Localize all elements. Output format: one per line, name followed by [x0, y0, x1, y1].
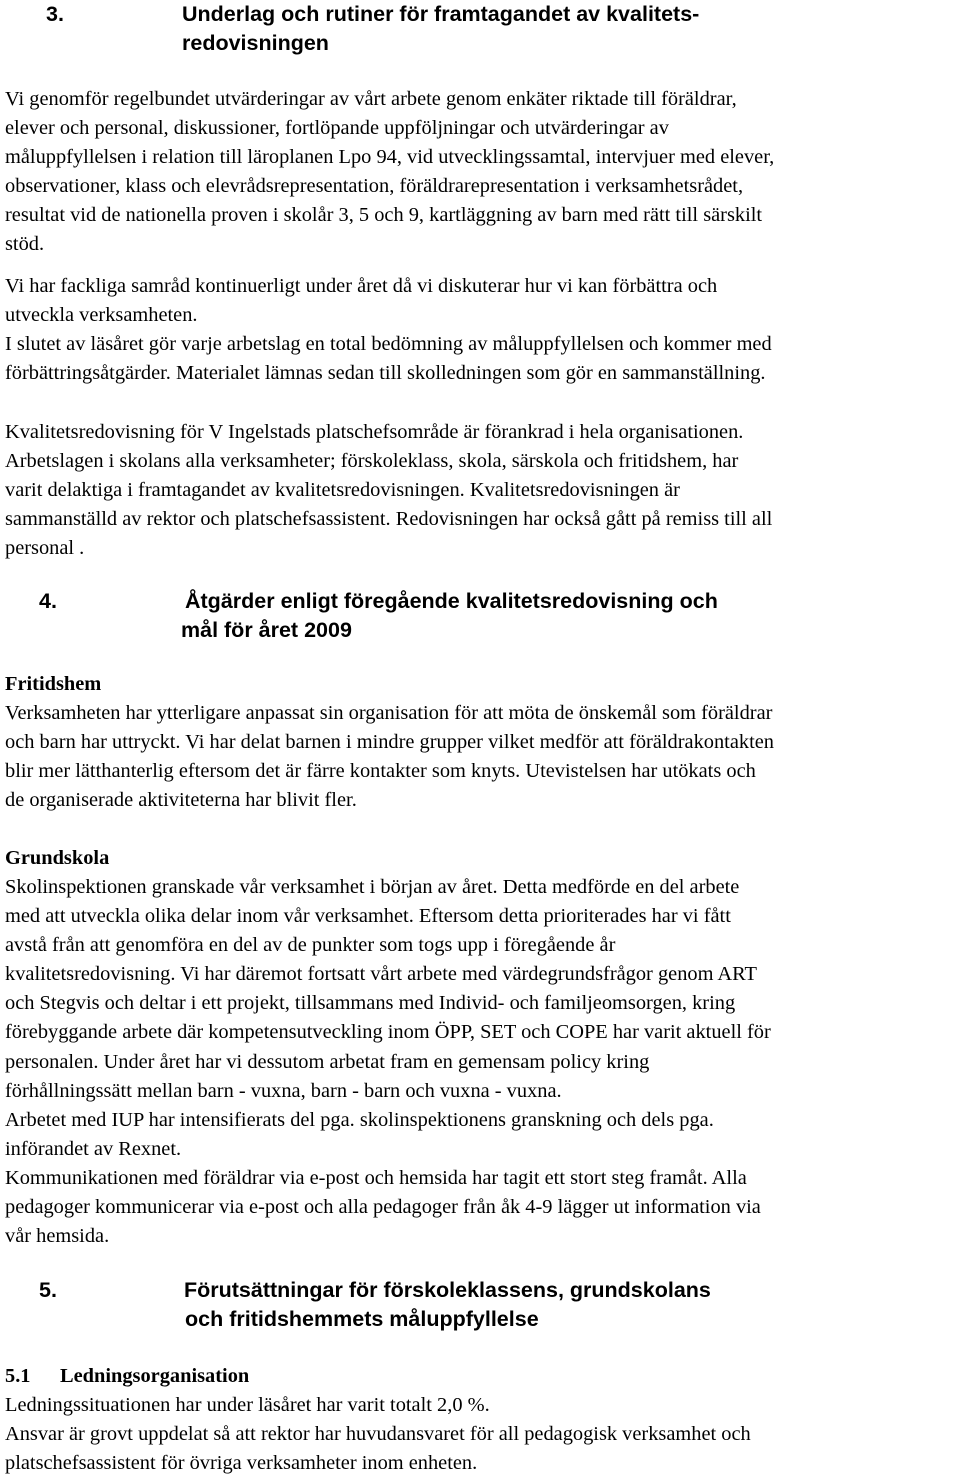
section-title-line-1: Underlag och rutiner för framtagandet av kvalitets- — [182, 2, 700, 26]
paragraph-line: sammanställd av rektor och platschefsassistent. Redovisningen har också gått på remiss till all — [5, 508, 773, 531]
subsection-number: 5.1 — [5, 1365, 31, 1387]
subheading-fritidshem: Fritidshem — [5, 673, 102, 695]
paragraph-line: Arbetslagen i skolans alla verksamheter; förskoleklass, skola, särskola och fritidshem, har — [5, 450, 739, 473]
paragraph-evaluations — [5, 85, 960, 260]
paragraph-fritidshem — [5, 699, 960, 815]
section-title-line-1: Åtgärder enligt föregående kvalitetsredovisning och — [185, 589, 718, 613]
section-3-heading — [46, 0, 866, 58]
section-title-line-2: och fritidshemmets måluppfyllelse — [185, 1307, 539, 1331]
section-4-heading — [39, 587, 859, 645]
paragraph-line: vår hemsida. — [5, 1225, 110, 1248]
paragraph-line: Vi har fackliga samråd kontinuerligt under året då vi diskuterar hur vi kan förbättra och — [5, 275, 718, 297]
paragraph-line: och Stegvis och deltar i ett projekt, tillsammans med Individ- och familjeomsorgen, kring — [5, 992, 736, 1015]
section-title-line-2: mål för året 2009 — [181, 618, 352, 642]
paragraph-line: stöd. — [5, 233, 45, 256]
section-number: 4. — [39, 589, 57, 613]
section-number: 5. — [39, 1278, 57, 1302]
paragraph-line: I slutet av läsåret gör varje arbetslag en total bedömning av måluppfyllelsen och kommer med — [5, 333, 772, 356]
section-title-line-1: Förutsättningar för förskoleklassens, grundskolans — [184, 1278, 711, 1302]
paragraph-line: avstå från att genomföra en del av de punkter som togs upp i föregående år — [5, 934, 616, 957]
paragraph-line: de organiserade aktiviteterna har blivit fler. — [5, 789, 357, 812]
paragraph-line: Verksamheten har ytterligare anpassat sin organisation för att möta de önskemål som föräldrar — [5, 702, 773, 724]
paragraph-line: Ansvar är grovt uppdelat så att rektor har huvudansvaret för all pedagogisk verksamhet och — [5, 1423, 751, 1446]
paragraph-line: observationer, klass och elevrådsrepresentation, föräldrarepresentation i verksamhetsrådet, — [5, 175, 744, 198]
paragraph-line: införandet av Rexnet. — [5, 1137, 182, 1160]
paragraph-line: pedagoger kommunicerar via e-post och alla pedagoger från åk 4-9 lägger ut information via — [5, 1196, 761, 1219]
paragraph-line: platschefsassistent för övriga verksamheter inom enheten. — [5, 1452, 478, 1475]
subsection-title: Ledningsorganisation — [60, 1365, 250, 1387]
section-5-heading — [39, 1276, 859, 1334]
paragraph-line: Arbetet med IUP har intensifierats del pga. skolinspektionens granskning och dels pga. — [5, 1108, 714, 1131]
paragraph-anchoring — [5, 418, 960, 563]
paragraph-line: elever och personal, diskussioner, fortlöpande uppföljningar och utvärderingar av — [5, 117, 669, 140]
paragraph-line: resultat vid de nationella proven i skolår 3, 5 och 9, kartläggning av barn med rätt till särskilt — [5, 204, 763, 227]
paragraph-line: personal . — [5, 537, 85, 560]
paragraph-line: Kommunikationen med föräldrar via e-post och hemsida har tagit ett stort steg framåt. Alla — [5, 1166, 747, 1189]
paragraph-line: förhållningssätt mellan barn - vuxna, barn - barn och vuxna - vuxna. — [5, 1079, 562, 1102]
paragraph-line: förebyggande arbete där kompetensutveckling inom ÖPP, SET och COPE har varit aktuell för — [5, 1021, 771, 1044]
section-number: 3. — [46, 2, 64, 26]
paragraph-line: Skolinspektionen granskade vår verksamhet i början av året. Detta medförde en del arbete — [5, 876, 740, 898]
paragraph-line: Kvalitetsredovisning för V Ingelstads platschefsområde är förankrad i hela organisationen. — [5, 421, 744, 443]
paragraph-consultation — [5, 272, 960, 388]
paragraph-line: Vi genomför regelbundet utvärderingar av vårt arbete genom enkäter riktade till föräldrar, — [5, 88, 737, 110]
paragraph-ledningsorganisation — [5, 1391, 960, 1478]
paragraph-line: förbättringsåtgärder. Materialet lämnas sedan till skolledningen som gör en sammanställning. — [5, 362, 766, 385]
paragraph-line: varit delaktiga i framtagandet av kvalitetsredovisningen. Kvalitetsredovisningen är — [5, 479, 680, 502]
paragraph-line: och barn har uttryckt. Vi har delat barnen i mindre grupper vilket medför att föräldrakontakten — [5, 731, 774, 754]
subheading-ledningsorganisation — [5, 1362, 405, 1391]
paragraph-line: kvalitetsredovisning. Vi har däremot fortsatt vårt arbete med värdegrundsfrågor genom ART — [5, 963, 757, 986]
subheading-grundskola: Grundskola — [5, 847, 110, 869]
paragraph-line: med att utveckla olika delar inom vår verksamhet. Eftersom detta prioriterades har vi fått — [5, 905, 731, 928]
paragraph-line: blir mer lätthanterlig eftersom det är färre kontakter som knyts. Utevistelsen har utökats och — [5, 760, 756, 783]
paragraph-line: personalen. Under året har vi dessutom arbetat fram en gemensam policy kring — [5, 1050, 650, 1073]
paragraph-line: måluppfyllelsen i relation till läroplanen Lpo 94, vid utvecklingssamtal, intervjuer med elever, — [5, 146, 775, 169]
paragraph-grundskola — [5, 873, 960, 1251]
paragraph-line: Ledningssituationen har under läsåret har varit totalt 2,0 %. — [5, 1394, 490, 1416]
section-title-line-2: redovisningen — [182, 31, 329, 55]
paragraph-line: utveckla verksamheten. — [5, 304, 198, 327]
